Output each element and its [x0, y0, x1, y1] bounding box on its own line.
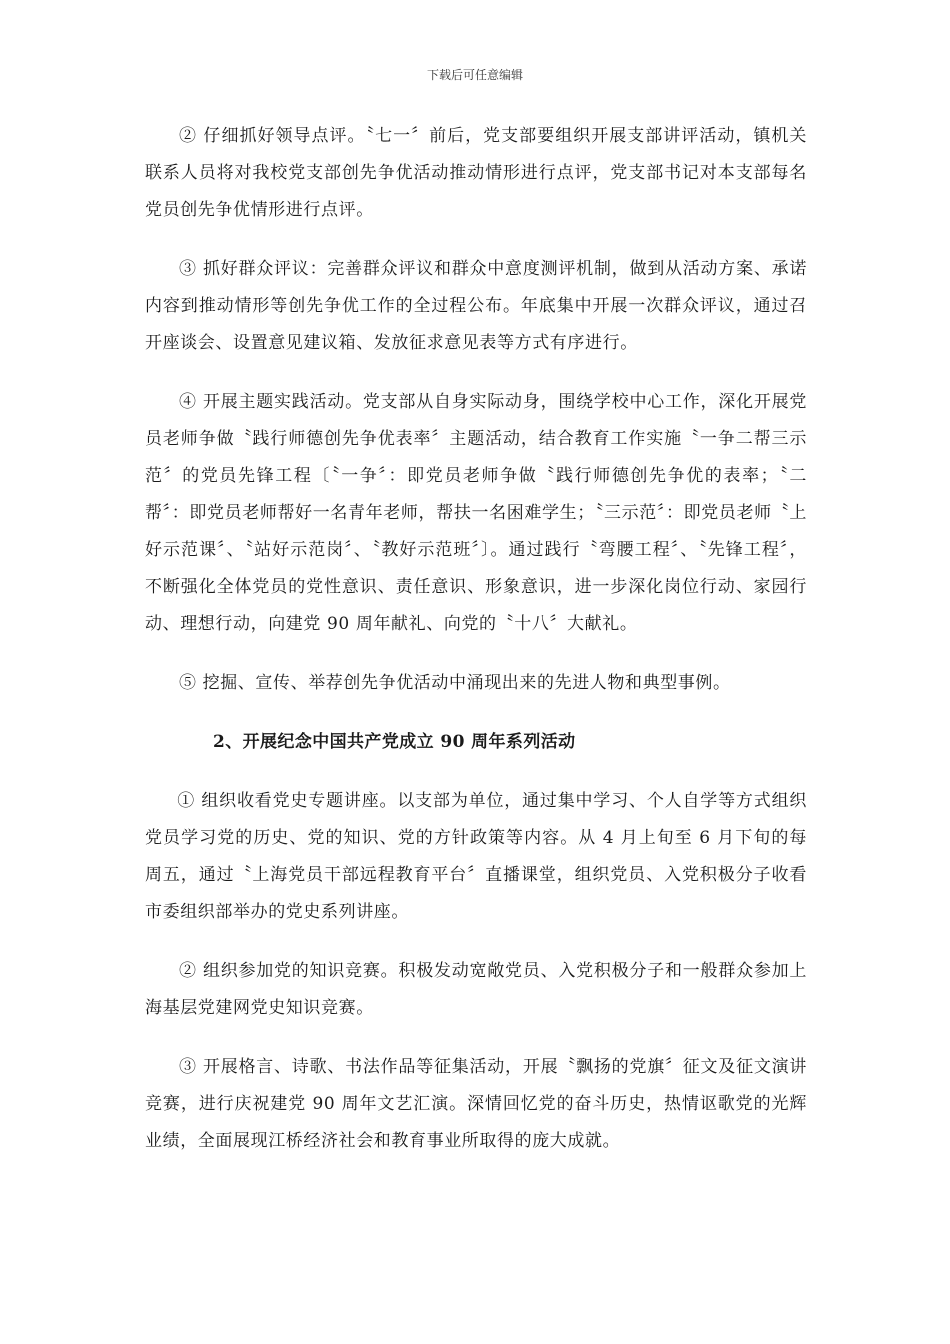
paragraph-history-lectures: ① 组织收看党史专题讲座。以支部为单位，通过集中学习、个人自学等方式组织党员学习党的历史、党的知识、党的方针政策等内容。从 4 月上旬至 6 月下旬的每周五，通过〝上海党员干部远程教育平台〞直播课堂，组织党员、入党积极分子收看市委组织部举办的党史系列讲座。 — [145, 791, 807, 922]
paragraph-works-collection: ③ 开展格言、诗歌、书法作品等征集活动，开展〝飘扬的党旗〞征文及征文演讲竞赛，进行庆祝建党 90 周年文艺汇演。深情回忆党的奋斗历史，热情讴歌党的光辉业绩，全面展现江桥经济社会和教育事业所取得的庞大成就。 — [145, 1057, 807, 1151]
paragraph-promote-models: ⑤ 挖掘、宣传、举荐创先争优活动中涌现出来的先进人物和典型事例。 — [179, 673, 731, 693]
document-body — [145, 118, 807, 1182]
section-heading: 2、开展纪念中国共产党成立 90 周年系列活动 — [213, 732, 576, 752]
page-header: 下载后可任意编辑 — [426, 68, 523, 82]
paragraph-public-evaluation: ③ 抓好群众评议：完善群众评议和群众中意度测评机制，做到从活动方案、承诺内容到推动情形等创先争优工作的全过程公布。年底集中开展一次群众评议，通过召开座谈会、设置意见建议箱、发放征求意见表等方式有序进行。 — [145, 259, 807, 353]
paragraph-leader-review: ② 仔细抓好领导点评。〝七一〞前后，党支部要组织开展支部讲评活动，镇机关联系人员将对我校党支部创先争优活动推动情形进行点评，党支部书记对本支部每名党员创先争优情形进行点评。 — [145, 126, 807, 220]
paragraph-knowledge-contest: ② 组织参加党的知识竞赛。积极发动宽敞党员、入党积极分子和一般群众参加上海基层党建网党史知识竞赛。 — [145, 961, 807, 1018]
paragraph-theme-practice: ④ 开展主题实践活动。党支部从自身实际动身，围绕学校中心工作，深化开展党员老师争做〝践行师德创先争优表率〞主题活动，结合教育工作实施〝一争二帮三示范〞的党员先锋工程〔〝一争〞：即党员老师争做〝践行师德创先争优的表率；〝二帮〞：即党员老师帮好一名青年老师，帮扶一名困难学生；〝三示范〞：即党员老师〝上好示范课〞、〝站好示范岗〞、〝教好示范班〞〕。通过践行〝弯腰工程〞、〝先锋工程〞，不断强化全体党员的党性意识、责任意识、形象意识，进一步深化岗位行动、家园行动、理想行动，向建党 90 周年献礼、向党的〝十八〞大献礼。 — [145, 392, 807, 634]
